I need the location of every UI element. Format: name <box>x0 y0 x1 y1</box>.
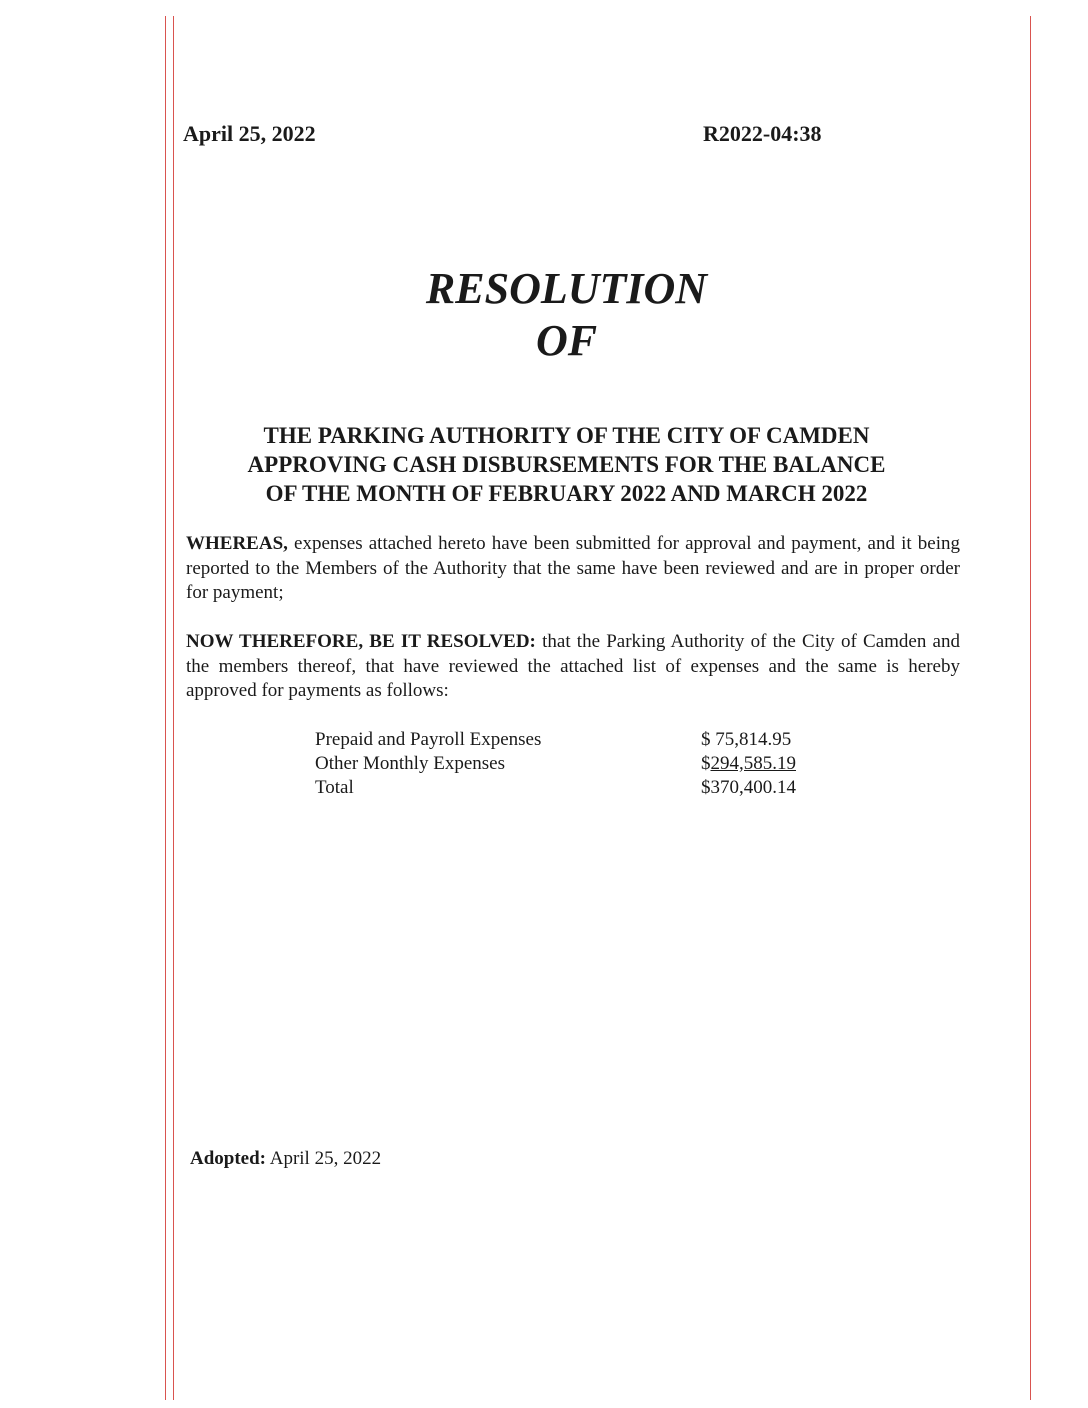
subject-line-2: APPROVING CASH DISBURSEMENTS FOR THE BALANCE <box>247 452 886 477</box>
amount-value: 294,585.19 <box>710 753 796 774</box>
resolved-paragraph <box>186 630 960 704</box>
resolved-lead: NOW THEREFORE, BE IT RESOLVED: <box>186 631 536 652</box>
expense-row-prepaid <box>315 728 835 752</box>
subject-line-1: THE PARKING AUTHORITY OF THE CITY OF CAMDEN <box>263 423 870 448</box>
amount-value: 75,814.95 <box>715 729 792 750</box>
whereas-text: expenses attached hereto have been submitted for approval and payment, and it being reported to the Members of the Authority that the same have been reviewed and are in proper order for payment; <box>186 533 960 603</box>
expense-label: Prepaid and Payroll Expenses <box>315 729 542 750</box>
expense-amount <box>701 752 796 776</box>
expense-amount <box>701 728 791 752</box>
amount-value: 370,400.14 <box>710 777 796 798</box>
resolution-subject <box>183 421 950 508</box>
adopted-date: April 25, 2022 <box>266 1148 382 1169</box>
adopted-label: Adopted: <box>190 1148 267 1169</box>
expense-amount <box>701 776 796 800</box>
header-date: April 25, 2022 <box>183 121 316 146</box>
left-margin-line-outer <box>165 16 166 1400</box>
left-margin-line-inner <box>173 16 174 1400</box>
title-line-2: OF <box>535 316 598 365</box>
currency-symbol: $ <box>701 753 711 774</box>
currency-symbol: $ <box>701 777 711 798</box>
currency-symbol: $ <box>701 729 716 750</box>
expense-label: Other Monthly Expenses <box>315 753 505 774</box>
document-title <box>183 263 950 367</box>
title-line-1: RESOLUTION <box>425 264 708 313</box>
resolved-text: that the Parking Authority of the City of Camden and the members thereof, that have reviewed the attached list of expenses and the same is hereby approved for payments as follows: <box>186 631 960 701</box>
expense-label: Total <box>315 777 354 798</box>
whereas-paragraph <box>186 532 960 606</box>
right-margin-line <box>1030 16 1031 1400</box>
subject-line-3: OF THE MONTH OF FEBRUARY 2022 AND MARCH 2022 <box>265 481 868 506</box>
expense-table <box>315 728 835 800</box>
resolution-number: R2022-04:38 <box>703 121 822 146</box>
adopted-line <box>190 1148 381 1170</box>
whereas-lead: WHEREAS, <box>186 533 288 554</box>
expense-row-other <box>315 752 835 776</box>
expense-row-total <box>315 776 835 800</box>
